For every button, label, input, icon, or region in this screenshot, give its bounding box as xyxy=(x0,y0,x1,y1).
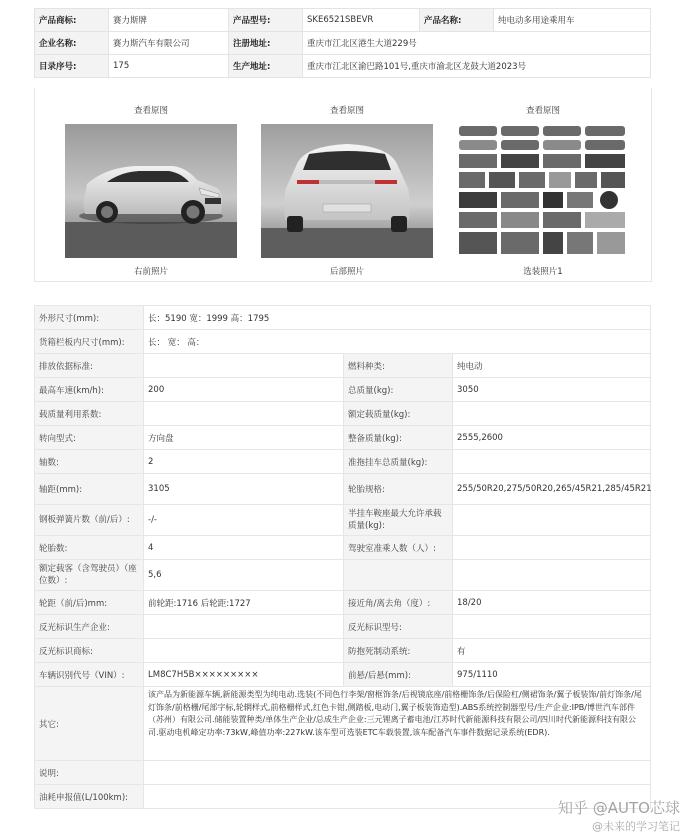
front-right-image[interactable] xyxy=(65,124,237,258)
cargo-label: 货箱栏板内尺寸(mm): xyxy=(35,330,144,354)
param-label xyxy=(344,560,453,591)
cargo-value: 长： 宽： 高： xyxy=(144,330,651,354)
param-label: 反光标识生产企业: xyxy=(35,615,144,639)
reg-address-label: 注册地址: xyxy=(229,32,303,55)
view-original-link[interactable]: 查看原图 xyxy=(133,106,168,116)
rear-image[interactable] xyxy=(261,124,433,258)
fuel-label: 油耗申报值(L/100km): xyxy=(35,785,144,809)
param-value xyxy=(144,615,344,639)
remark-value xyxy=(144,761,651,785)
dims-label: 外形尺寸(mm): xyxy=(35,306,144,330)
param-value: 方向盘 xyxy=(144,426,344,450)
photo-caption: 右前照片 xyxy=(133,267,168,277)
param-value: LM8C7H5B××××××××× xyxy=(144,663,344,687)
param-label: 准拖挂车总质量(kg): xyxy=(344,450,453,474)
company-label: 企业名称: xyxy=(35,32,109,55)
photo-section xyxy=(34,88,652,282)
remark-label: 说明: xyxy=(35,761,144,785)
param-value: 975/1110 xyxy=(453,663,651,687)
param-value xyxy=(453,615,651,639)
param-value xyxy=(453,402,651,426)
parameter-table xyxy=(34,305,651,809)
catalog-no-label: 目录序号: xyxy=(35,55,109,78)
param-value: 2 xyxy=(144,450,344,474)
param-row xyxy=(35,536,651,560)
param-row xyxy=(35,330,651,354)
view-original-link[interactable]: 查看原图 xyxy=(329,106,364,116)
param-value: 200 xyxy=(144,378,344,402)
param-value: 有 xyxy=(453,639,651,663)
param-value xyxy=(453,505,651,536)
param-label: 反光标识型号: xyxy=(344,615,453,639)
model-value: SKE6521SBEVR xyxy=(303,9,420,32)
param-label: 钢板弹簧片数（前/后）: xyxy=(35,505,144,536)
prod-address-value: 重庆市江北区渝巴路101号,重庆市渝北区龙鼓大道2023号 xyxy=(303,55,651,78)
param-row xyxy=(35,306,651,330)
param-label: 排放依据标准: xyxy=(35,354,144,378)
param-label: 轮胎规格: xyxy=(344,474,453,505)
other-value: 该产品为新能源车辆,新能源类型为纯电动.选装(不同色行李架/窗框饰条/后视镜底座/前格栅饰条/后保险杠/侧裙饰条/翼子板装饰/前灯饰条/尾灯饰条/前格栅/尾部字标,轮辋样式,前格栅样式,红色卡钳,侧踏板,电动门,翼子板装饰造型).ABS系统控制器型号/生产企业:IPB/博世汽车部件（苏州）有限公司.储能装置种类/单体生产企业/总成生产企业:三元锂离子蓄电池/江苏时代新能源科技有限公司/四川时代新能源科技有限公司.驱动电机峰定功率:73kW,峰值功率:227kW.该车型可选装ETC车载装置,该车配备汽车事件数据记录系统(EDR). xyxy=(144,687,651,761)
param-value: 2555,2600 xyxy=(453,426,651,450)
param-label: 最高车速(km/h): xyxy=(35,378,144,402)
param-label: 接近角/离去角（度）: xyxy=(344,591,453,615)
param-label: 前悬/后悬(mm): xyxy=(344,663,453,687)
param-label: 载质量利用系数: xyxy=(35,402,144,426)
product-name-value: 纯电动多用途乘用车 xyxy=(494,9,651,32)
param-label: 轮距（前/后)mm: xyxy=(35,591,144,615)
param-row xyxy=(35,560,651,591)
reg-address-value: 重庆市江北区港生大道229号 xyxy=(303,32,651,55)
param-value xyxy=(453,450,651,474)
param-row xyxy=(35,591,651,615)
param-label: 转向型式: xyxy=(35,426,144,450)
param-label: 额定载客（含驾驶员）（座位数）: xyxy=(35,560,144,591)
model-label: 产品型号: xyxy=(229,9,303,32)
param-value: -/- xyxy=(144,505,344,536)
param-row xyxy=(35,450,651,474)
info-row xyxy=(35,32,651,55)
param-label: 反光标识商标: xyxy=(35,639,144,663)
dims-value: 长：5190 宽：1999 高：1795 xyxy=(144,306,651,330)
company-value: 赛力斯汽车有限公司 xyxy=(109,32,229,55)
param-row xyxy=(35,474,651,505)
param-row xyxy=(35,639,651,663)
catalog-no-value: 175 xyxy=(109,55,229,78)
param-label: 轴距(mm): xyxy=(35,474,144,505)
trademark-value: 赛力斯牌 xyxy=(109,9,229,32)
watermark xyxy=(558,797,680,834)
param-row xyxy=(35,663,651,687)
param-row xyxy=(35,615,651,639)
param-value: 18/20 xyxy=(453,591,651,615)
param-label: 总质量(kg): xyxy=(344,378,453,402)
options-collage-image[interactable] xyxy=(457,124,629,258)
param-label: 轴数: xyxy=(35,450,144,474)
photo-caption: 选装照片1 xyxy=(523,267,563,277)
param-value: 纯电动 xyxy=(453,354,651,378)
photo-caption: 后部照片 xyxy=(329,267,364,277)
other-label: 其它: xyxy=(35,687,144,761)
product-info-table xyxy=(34,8,651,78)
param-label: 额定载质量(kg): xyxy=(344,402,453,426)
param-row xyxy=(35,378,651,402)
param-value: 3105 xyxy=(144,474,344,505)
trademark-label: 产品商标: xyxy=(35,9,109,32)
param-value xyxy=(453,560,651,591)
photo-front-right xyxy=(65,104,237,277)
view-original-link[interactable]: 查看原图 xyxy=(525,106,560,116)
param-label: 燃料种类: xyxy=(344,354,453,378)
param-row xyxy=(35,426,651,450)
param-row xyxy=(35,505,651,536)
param-value: 4 xyxy=(144,536,344,560)
param-row xyxy=(35,354,651,378)
param-value: 255/50R20,275/50R20,265/45R21,285/45R21 xyxy=(453,474,651,505)
param-value xyxy=(144,402,344,426)
watermark-line-2: @未来的学习笔记 xyxy=(592,820,680,833)
info-row xyxy=(35,55,651,78)
photo-rear xyxy=(261,104,433,277)
param-value: 3050 xyxy=(453,378,651,402)
param-label: 半挂车鞍座最大允许承载质量(kg): xyxy=(344,505,453,536)
info-row xyxy=(35,9,651,32)
param-value xyxy=(144,354,344,378)
param-value: 5,6 xyxy=(144,560,344,591)
param-value: 前轮距:1716 后轮距:1727 xyxy=(144,591,344,615)
prod-address-label: 生产地址: xyxy=(229,55,303,78)
photo-options xyxy=(457,104,629,277)
param-label: 防抱死制动系统: xyxy=(344,639,453,663)
param-row xyxy=(35,761,651,785)
param-value xyxy=(453,536,651,560)
param-value xyxy=(144,639,344,663)
watermark-line-1: 知乎 @AUTO芯球 xyxy=(558,799,680,817)
param-label: 整备质量(kg): xyxy=(344,426,453,450)
param-label: 车辆识别代号（VIN）: xyxy=(35,663,144,687)
product-name-label: 产品名称: xyxy=(420,9,494,32)
param-row xyxy=(35,687,651,761)
param-row xyxy=(35,402,651,426)
param-label: 轮胎数: xyxy=(35,536,144,560)
param-label: 驾驶室准乘人数（人）: xyxy=(344,536,453,560)
